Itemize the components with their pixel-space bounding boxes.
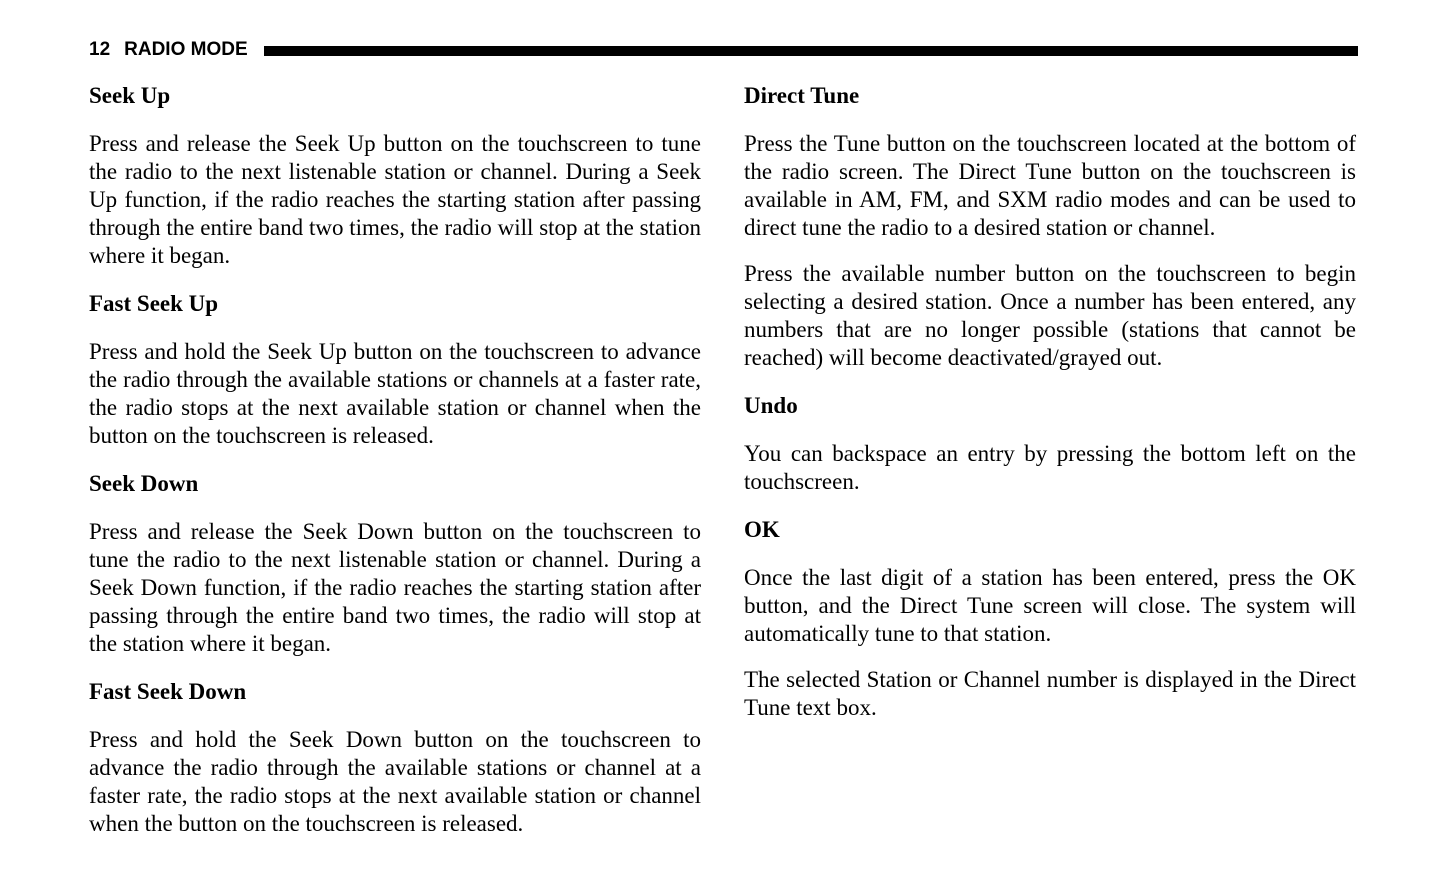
heading-ok: OK bbox=[744, 517, 780, 542]
paragraph-direct-tune-1: Press the Tune button on the touchscreen located at the bottom of the radio screen. The Direct Tune button on the touchscreen is available in AM, FM, and SXM radio modes and can be used to direct tune the radio to a desired station or channel. bbox=[744, 131, 1356, 240]
paragraph-undo: You can backspace an entry by pressing the bottom left on the touchscreen. bbox=[744, 441, 1356, 494]
paragraph-fast-seek-up: Press and hold the Seek Up button on the touchscreen to advance the radio through the available stations or channels at a faster rate, the radio stops at the next available station or channel when the button on the touchscreen is released. bbox=[89, 339, 701, 448]
heading-fast-seek-down: Fast Seek Down bbox=[89, 679, 247, 704]
paragraph-ok-2: The selected Station or Channel number is displayed in the Direct Tune text box. bbox=[744, 667, 1356, 720]
paragraph-fast-seek-down: Press and hold the Seek Down button on the touchscreen to advance the radio through the available stations or channel at a faster rate, the radio stops at the next available station or channel when the button on the touchscreen is released. bbox=[89, 727, 701, 836]
paragraph-direct-tune-2: Press the available number button on the touchscreen to begin selecting a desired station. Once a number has been entered, any numbers that are no longer possible (stations that cannot be reached) will become deactivated/grayed out. bbox=[744, 261, 1356, 370]
page-header bbox=[89, 39, 1358, 61]
left-column bbox=[89, 80, 701, 856]
heading-direct-tune: Direct Tune bbox=[744, 83, 860, 108]
section-title: RADIO MODE bbox=[124, 39, 248, 60]
paragraph-seek-up: Press and release the Seek Up button on the touchscreen to tune the radio to the next listenable station or channel. During a Seek Up function, if the radio reaches the starting station after passing through the entire band two times, the radio will stop at the station where it began. bbox=[89, 131, 701, 268]
heading-undo: Undo bbox=[744, 393, 798, 418]
paragraph-ok-1: Once the last digit of a station has been entered, press the OK button, and the Direct Tune screen will close. The system will automatically tune to that station. bbox=[744, 565, 1356, 646]
heading-seek-up: Seek Up bbox=[89, 83, 171, 108]
header-rule bbox=[264, 46, 1358, 56]
page-number: 12 bbox=[89, 39, 111, 60]
heading-fast-seek-up: Fast Seek Up bbox=[89, 291, 219, 316]
paragraph-seek-down: Press and release the Seek Down button on the touchscreen to tune the radio to the next listenable station or channel. During a Seek Down function, if the radio reaches the starting station after passing through the entire band two times, the radio will stop at the station where it began. bbox=[89, 519, 701, 656]
right-column bbox=[744, 80, 1356, 740]
heading-seek-down: Seek Down bbox=[89, 471, 199, 496]
